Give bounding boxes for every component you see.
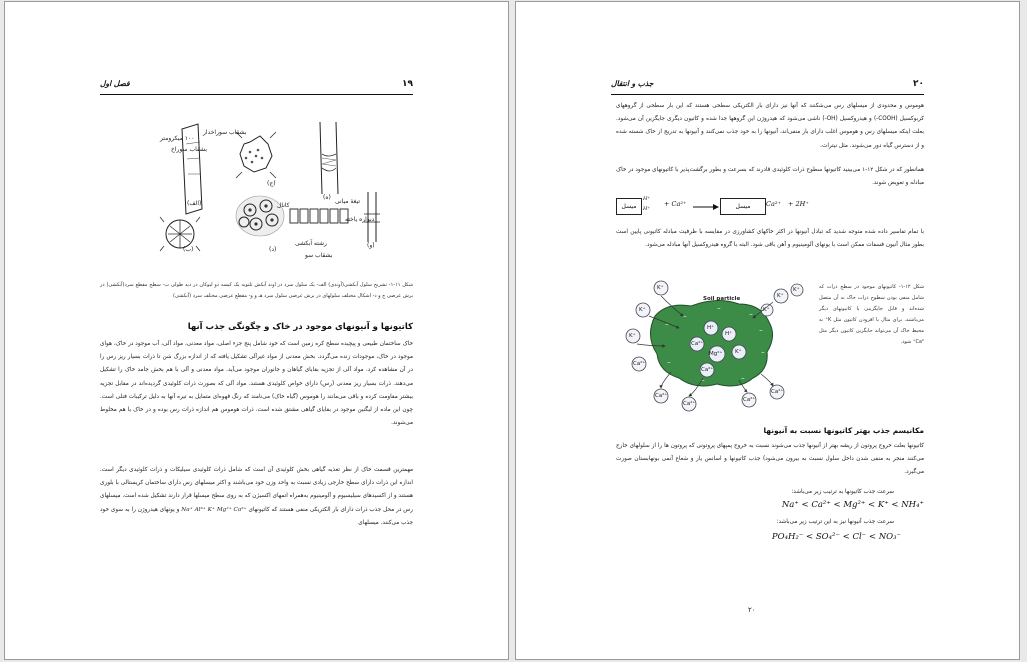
fig-label-t: (و) (367, 242, 375, 249)
left-section-title: کاتیونها و آنیونهای موجود در خاک و چگونگی جذب آنها (187, 322, 413, 332)
svg-text:−: − (701, 379, 705, 384)
right-header (611, 78, 924, 95)
eq-ca: Ca²⁺ (766, 200, 781, 208)
fig-label-d: (د) (269, 246, 277, 253)
svg-text:−: − (717, 307, 721, 312)
eq-plus-ca: + Ca²⁺ (664, 200, 687, 208)
soil-ion-label-6: Ca²⁺ (701, 367, 714, 373)
fig-label-sieve-plate2: بشقاب سوراخ (171, 146, 208, 153)
left-figure-caption: شکل ۱۱-۱- تشریح سلول آبکشی(آوندی) الف- یک سلول سرد در اوند آبکش تلتوبه یک کیسه دو لیوکان در دید طولی ب- سطح مقطع سرد(آبکشی) در برش عرضی ج و د- اشکال مختلف سلولهای در برش عرضی سلول سرد هـ و و- مقطع عرضی مختلف سرد (آبکشی) (100, 282, 414, 299)
right-paragraph-3: با تمام تفاسیر داده شده متوجه شدید که تبادل آنیونها در اکثر خاکهای کشاورزی در مقایسه با ظرفیت مبادله کاتیونی پایین است بطور مثال آنیون فسفات ممکن است با یونهای آلومینیوم و آهن باقی شود. البته با گروه هیدروکسیل آنها مبادله می‌شود. (616, 229, 924, 249)
fig-label-a: (الف) (187, 200, 202, 207)
fig-label-c: (ج) (267, 180, 276, 187)
fig-label-fiber: رشته آبکشی (295, 240, 327, 247)
left-chapter-title: فصل اول (100, 79, 130, 88)
soil-free-ion-8: Ca²⁺ (655, 393, 668, 399)
left-page (4, 1, 509, 660)
soil-free-ion-1: K⁺ (657, 285, 664, 291)
exchange-equation (616, 195, 916, 217)
svg-text:−: − (761, 351, 765, 356)
soil-free-ion-2: K⁺ (639, 307, 646, 313)
soil-free-ion-9: Ca²⁺ (683, 401, 696, 407)
right-footer-number: ۲۰ (748, 606, 756, 614)
soil-free-ion-3: K⁺ (777, 293, 784, 299)
left-paragraph-2 (100, 464, 413, 530)
soil-ion-label-4: Mg²⁺ (709, 351, 723, 357)
svg-text:−: − (741, 377, 745, 382)
soil-ion-label-3: Ca²⁺ (691, 341, 704, 347)
left-paragraph-2-end: و یونهای هیدروژن را به سوی خود جذب می‌کنند. میسلهای (100, 506, 413, 526)
fig-label-b: (ب) (183, 246, 194, 253)
reaction-arrow-icon (693, 203, 719, 211)
right-chapter-title: جذب و انتقال (611, 79, 654, 88)
eq-h-bot: H⁺ (643, 206, 650, 212)
eq-h-top: H⁺ (643, 196, 650, 202)
right-paragraph-2: همانطور که در شکل ۱۲-۱ می‌بینید کاتیونها سطوح ذرات کلوئیدی قادرند که بسرعت و بطور برگشت‌پذیر با کاتیونهای موجود در خاک مبادله و تعویض شوند. (616, 167, 924, 187)
fig-label-sieve-plate: بشقاب سوراخدار (203, 129, 247, 136)
micelle-box-left: میسل (616, 198, 642, 215)
anion-series: PO₄H₂⁻ < SO₄²⁻ < Cl⁻ < NO₃⁻ (771, 532, 901, 542)
cation-series: Na⁺ < Ca²⁺ < Mg²⁺ < K⁺ < NH₄⁺ (781, 500, 924, 510)
fig-label-cell-wall: دیواره یاخته (345, 216, 375, 223)
cation-series-label: سرعت جذب کاتیونها به ترتیب زیر می‌باشد: (791, 489, 894, 495)
right-paragraph-1: هوموس و محدودی از میسلهای رس می‌شکنند که آنها نیز دارای بار الکتریکی سطحی هستند که این بار سطحی از گروههای کربوکسیل (COOH-) و هیدروکسیل (OH-) ناشی می‌شود که هیدروژن این گروهها جدا شده و کاتیون دیگری جایگزین آن می‌شود. بعلت اینکه میسلهای رس و هوموس اغلب دارای بار منفی‌اند، آنیونها را به خود جذب نمی‌کنند و آنیونها به تدریج از خاک شسته شده و از دسترس گیاه دور می‌شوند. مثل نیترات. (616, 103, 924, 149)
soil-free-ion-4: K⁺ (763, 307, 770, 313)
svg-text:−: − (749, 313, 753, 318)
left-paragraph-2-text: مهمترین قسمت خاک از نظر تغذیه گیاهی بخش کلوئیدی آن است که شامل ذرات کلوئیدی سیلیکات و ذرات کلوئیدی دیگر است. اندازه این ذرات دارای سطح خارجی زیادی نسبت به واحد وزن خود می‌باشند و اکثر میسلهای رس دارای ساختمان کریستالی با بلوری هستند و از اکسیدهای سیلیسیوم و آلومینیوم به‌همراه اتمهای اکسیژن که به روی سطح میسلها قرار دارند تشکیل شده است. میسلهای رس در محل جذب ذرات دارای بار الکتریکی منفی هستند که کاتیونهای (100, 467, 413, 513)
eq-plus-2h: + 2H⁺ (788, 200, 809, 208)
svg-text:−: − (759, 329, 763, 334)
left-header (100, 78, 413, 95)
right-page-number: ۲۰ (913, 79, 924, 89)
svg-text:−: − (683, 315, 687, 320)
soil-free-ion-7: Ca²⁺ (633, 361, 646, 367)
soil-free-ion-11: Ca²⁺ (771, 389, 784, 395)
soil-figure-caption: شکل ۱۲-۱- کاتیونهای موجود در سطح ذرات که شامل منفی بودن سطوح ذرات خاک به آن متصل شده‌اند و قابل جایگزینی با کاتیونهای دیگر می‌باشند. برای مثال با افزودن کاتیون مثل K⁺ به محیط خاک آن می‌تواند جایگزین کاتیون دیگر مثل Ca²⁺ شود. (819, 284, 925, 345)
soil-free-ion-6: K⁺ (629, 333, 636, 339)
inline-cation-list: Na⁺ Al³⁺ K⁺ Mg²⁺ Ca²⁺ (181, 506, 247, 513)
soil-ion-label-2: H⁺ (725, 331, 733, 337)
left-paragraph-1: خاک ساختمان طبیعی و پیچیده سطح کره زمین است که خود شامل پنج جزء اصلی، مواد معدنی، مواد آلی، آب موجود در خاک، هوای موجود در خاک، موجودات زنده می‌گردد. بخش معدنی از مواد غیرآلی تشکیل یافته که از اندازه بزرگ شن تا ذرات بسیار ریز رس را در آن مشاهده کرد. مواد آلی از تجزیه بقایای گیاهان و جانوران موجود می‌آید. مواد معدنی و آلی با هم بخش جامد خاک را تشکیل می‌دهند. ذرات بسیار ریز معدنی (رس) دارای خواص کلوئیدی هستند. مواد آلی که بصورت ذرات کلوئیدی گردیده‌اند در مقابل تجزیه بیشتر مقاومت کرده و باقی می‌مانند را هوموس (گیاه خاک) می‌نامند که رنگ قهوه‌ای متمایل به تیره آنها به دلیل ترکیبات فنلی است. چون این ماده از لیگنین موجود در بقایای گیاهی مشتق شده است. ذرات هوموس هم اندازه ذرات رس بوده و در خاک با هم مخلوط می‌شوند. (100, 341, 413, 427)
left-page-number: ۱۹ (402, 79, 413, 89)
fig-label-scale: ۱۰۰ میکرومتر (160, 135, 195, 142)
right-page (515, 1, 1020, 660)
soil-ion-label-1: H⁺ (707, 325, 715, 331)
soil-free-ion-5: K⁺ (793, 287, 800, 293)
right-paragraph-4: کاتیونها بعلت خروج پروتون از ریشه بهتر از آنیونها جذب می‌شوند نسبت به خروج پمپهای پروتونی که پروتون ها را از سلولهای خارج می‌کنند منجر به منفی شدن داخل سلول نسبت به بیرون می‌شود) جذب کاتیونها و اسانس یار و شعاع آنمی بونهابستان صورت می‌گیرد. (616, 443, 924, 476)
micelle-box-right: میسل (720, 198, 766, 215)
anion-series-label: سرعت جذب آنیونها نیز به این ترتیب زیر می‌باشد: (776, 519, 894, 525)
fig-label-pores: بشقاب سو (305, 252, 333, 259)
right-section-title: مکانیسم جذب بهتر کاتیونها نسبت به آنیونها (763, 426, 924, 435)
soil-ion-label-5: K⁺ (735, 349, 742, 355)
svg-text:−: − (665, 323, 669, 328)
soil-free-ion-10: Ca²⁺ (743, 397, 756, 403)
svg-text:−: − (667, 361, 671, 366)
fig-label-h: (ه) (323, 194, 331, 201)
soil-particle-label: Soil particle (703, 296, 741, 302)
fig-label-plasma: تیغهٔ میانی (335, 198, 361, 205)
fig-label-canal: کانال (277, 202, 290, 209)
